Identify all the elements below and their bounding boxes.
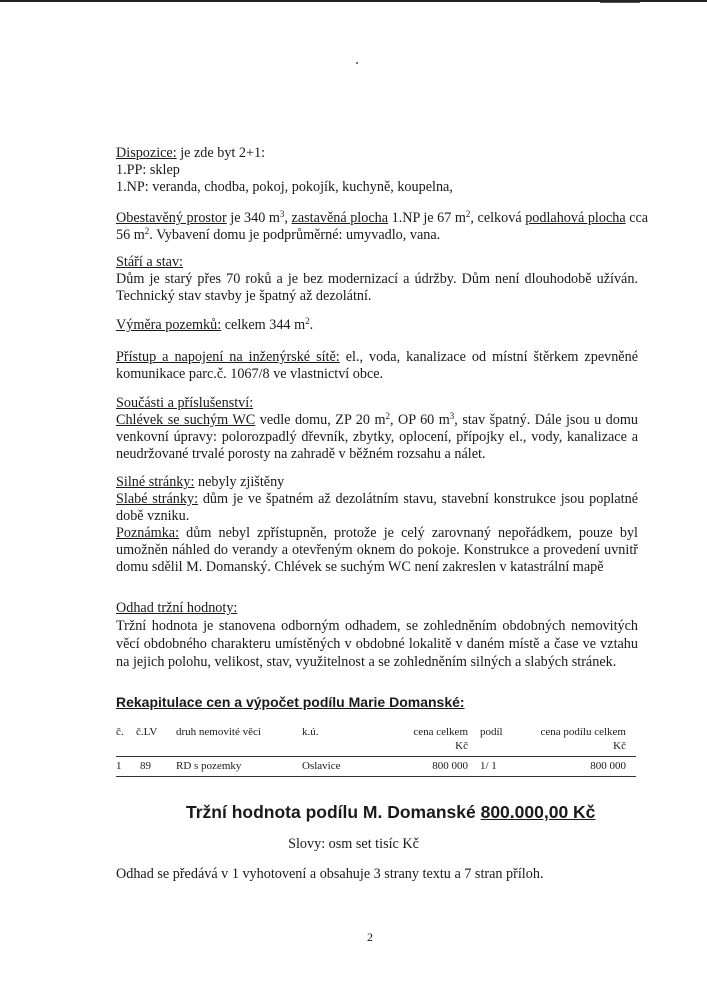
vymera-section [116,317,638,334]
scan-speck [356,62,358,64]
odhad-section [116,600,638,671]
td-ku: Oslavice [302,760,341,772]
th-cena-celkem-unit: Kč [455,740,468,752]
th-c: č. [116,726,124,738]
th-podil: podíl [480,726,503,738]
vymera-label: Výměra pozemků: [116,317,222,333]
slabe-text: dům je ve špatném až dezolátním stavu, stavební konstrukce jsou poplatné době vzniku. [116,491,638,524]
soucasti-text-3: , stav špatný. Dále jsou u domu venkovní úpravy: polorozpadlý dřevník, zbytky, oplocení, přípojky el., vody, kanalizace a neudržované trvalé porosty na zahradě v běžném rozsahu a nálet. [116,412,638,462]
th-druh: druh nemovité věci [176,726,261,738]
td-clv: 89 [140,760,151,772]
value-in-words: Slovy: osm set tisíc Kč [288,836,419,852]
poznamka-label: Poznámka: [116,525,180,541]
obestaveny-label: Obestavěný prostor [116,210,227,226]
hodnoceni-section [116,474,638,576]
pristup-label: Přístup a napojení na inženýrské sítě: [116,349,340,365]
obestaveny-text-6: 56 m [116,227,145,243]
obestaveny-text-7: . Vybavení domu je podprůměrné: umyvadlo, vana. [149,227,441,243]
td-cena-celkem: 800 000 [432,760,468,772]
th-ku: k.ú. [302,726,319,738]
dispozice-pp: 1.PP: sklep [116,162,180,178]
soucasti-label: Součásti a příslušenství: [116,395,254,411]
obestaveny-text-2: , [284,210,292,226]
obestaveny-text-4: , celková [470,210,526,226]
td-cena-podilu: 800 000 [590,760,626,772]
zastavena-plocha-label: zastavěná plocha [291,210,389,226]
vymera-text: celkem 344 m [221,317,306,333]
obestaveny-text-1: je 340 m [226,210,280,226]
silne-text: nebyly zjištěny [194,474,285,490]
headline-text: Tržní hodnota podílu M. Domanské [186,802,481,822]
podlahova-plocha-label: podlahová plocha [525,210,626,226]
closing-statement: Odhad se předává v 1 vyhotovení a obsahuje 3 strany textu a 7 stran příloh. [116,866,544,882]
exp-2d: 2 [385,411,390,421]
th-clv: č.LV [136,726,158,738]
stari-section [116,254,638,305]
table-rule-top [116,756,636,757]
soucasti-text-1: vedle domu, ZP 20 m [255,412,386,428]
stari-text: Dům je starý přes 70 roků a je bez modernizací a údržby. Dům není dlouhodobě užíván. Technický stav stavby je špatný až dezolátní. [116,271,638,304]
th-cena-podilu: cena podílu celkem [540,726,626,738]
obestaveny-text-3: 1.NP je 67 m [388,210,466,226]
exp-3: 3 [279,209,285,219]
td-druh: RD s pozemky [176,760,242,772]
td-podil: 1/ 1 [480,760,497,772]
headline-value: 800.000,00 Kč [480,802,596,822]
scan-edge-mark [600,2,640,3]
table-rule-bottom [116,776,636,777]
soucasti-section [116,395,638,463]
poznamka-text: dům nebyl zpřístupněn, protože je celý zarovnaný nepořádkem, pouze byl umožněn náhled do verandy a otevřeným oknem do pokoje. Konstrukce a provedení uvnitř domu sdělil M. Domanský. Chlévek se suchým WC není zakreslen v katastrální mapě [116,525,638,575]
th-cena-celkem: cena celkem [413,726,468,738]
th-cena-podilu-unit: Kč [613,740,626,752]
vymera-tail: . [309,317,314,333]
slabe-label: Slabé stránky: [116,491,199,507]
odhad-text: Tržní hodnota je stanovena odborným odhadem, se zohledněním obdobných nemovitých věcí obdobného charakteru umístěných v obdobné lokalitě v daném místě a čase ve vztahu na jejich polohu, velikost, stav, využitelnost a se zohledněním silných a slabých stránek. [116,618,638,670]
stari-label: Stáří a stav: [116,254,183,270]
obestaveny-section [116,209,649,244]
exp-2b: 2 [144,226,150,236]
market-value-headline [186,804,595,821]
dispozice-label: Dispozice: [116,145,177,161]
silne-label: Silné stránky: [116,474,195,490]
exp-3b: 3 [449,411,455,421]
chlevek-label: Chlévek se suchým WC [116,412,256,428]
exp-2c: 2 [305,316,310,326]
pristup-text: el., voda, kanalizace od místní štěrkem zpevněné komunikace parc.č. 1067/8 ve vlastnictví obce. [116,349,638,382]
recap-title: Rekapitulace cen a výpočet podílu Marie Domanské: [116,694,465,710]
dispozice-section [116,145,638,196]
obestaveny-text-5: cca [625,210,649,226]
exp-2: 2 [465,209,471,219]
dispozice-text: je zde byt 2+1: [176,145,266,161]
odhad-label: Odhad tržní hodnoty: [116,600,238,616]
td-c: 1 [116,760,122,772]
pristup-section [116,349,638,383]
page-number: 2 [367,930,373,944]
dispozice-np: 1.NP: veranda, chodba, pokoj, pokojík, kuchyně, koupelna, [116,179,453,195]
soucasti-text-2: , OP 60 m [389,412,450,428]
